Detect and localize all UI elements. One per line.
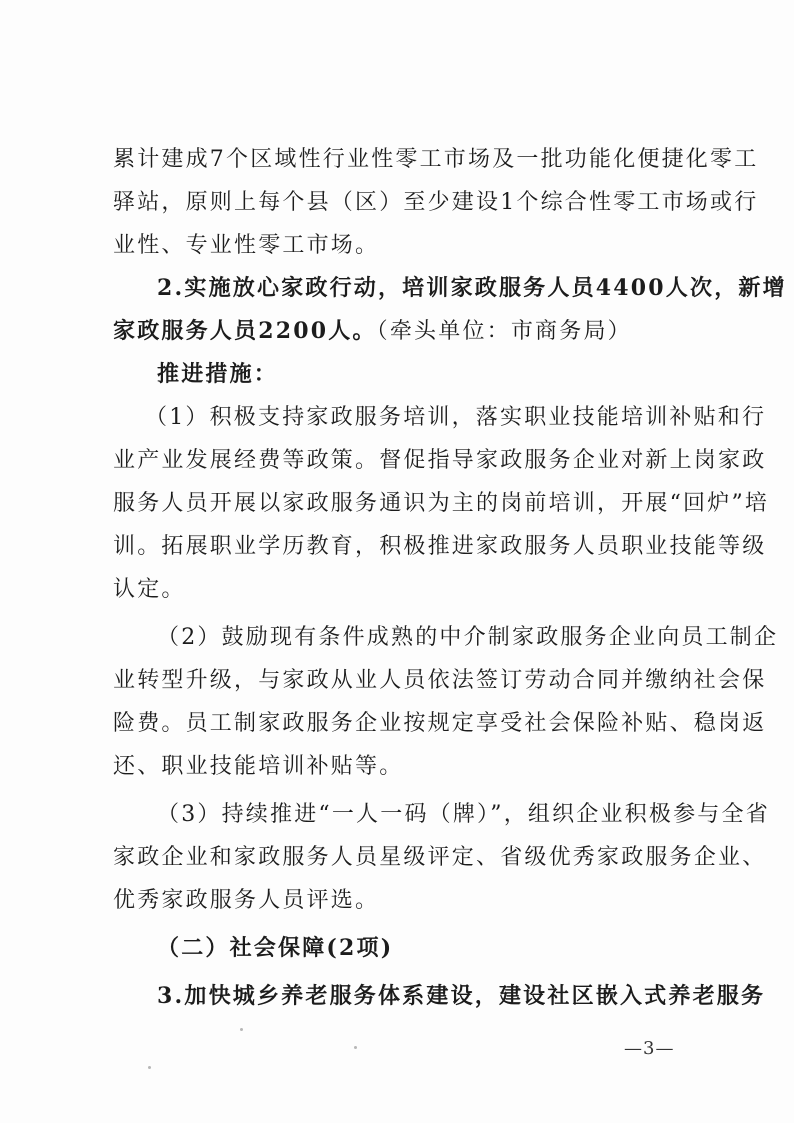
- paragraph-line: 还、职业技能培训补贴等。: [113, 754, 404, 779]
- paragraph-line: 驿站，原则上每个县（区）至少建设1个综合性零工市场或行: [113, 190, 759, 215]
- paragraph-line: 业产业发展经费等政策。督促指导家政服务企业对新上岗家政: [113, 448, 767, 473]
- paragraph-line: （2）鼓励现有条件成熟的中介制家政服务企业向员工制企: [157, 625, 779, 650]
- section-2-heading: （二）社会保障(2项): [157, 935, 394, 961]
- scan-speck: [354, 1046, 357, 1049]
- item-2-title: 2.实施放心家政行动，培训家政服务人员4400人次，新增: [157, 275, 787, 301]
- measures-heading: 推进措施：: [157, 361, 279, 387]
- scan-speck: [240, 1028, 243, 1031]
- paragraph-line: 业转型升级，与家政从业人员依法签订劳动合同并缴纳社会保: [113, 668, 767, 693]
- paragraph-line: 家政企业和家政服务人员星级评定、省级优秀家政服务企业、: [113, 845, 767, 870]
- page-number: —3—: [624, 1038, 675, 1059]
- paragraph-line: 业性、专业性零工市场。: [113, 233, 380, 258]
- paragraph-line: 累计建成7个区域性行业性零工市场及一批功能化便捷化零工: [113, 147, 759, 172]
- item-2-heading-line: [113, 310, 695, 353]
- item-3-heading: 3.加快城乡养老服务体系建设，建设社区嵌入式养老服务: [157, 983, 766, 1009]
- paragraph-line: 训。拓展职业学历教育，积极推进家政服务人员职业技能等级: [113, 534, 767, 559]
- paragraph-line: 险费。员工制家政服务企业按规定享受社会保险补贴、稳岗返: [113, 711, 767, 736]
- document-body: [113, 138, 787, 1018]
- paragraph-line: （3）持续推进“一人一码（牌）”，组织企业积极参与全省: [157, 802, 770, 827]
- paragraph-line: 认定。: [113, 577, 186, 602]
- scan-speck: [148, 1066, 151, 1069]
- paragraph-line: （1）积极支持家政服务培训，落实职业技能培训补贴和行: [145, 405, 767, 430]
- lead-unit: （牵头单位：市商务局）: [376, 319, 632, 344]
- paragraph-line: 优秀家政服务人员评选。: [113, 888, 380, 913]
- paragraph-line: 服务人员开展以家政服务通识为主的岗前培训，开展“回炉”培: [113, 491, 770, 516]
- item-2-heading-line: [113, 267, 787, 310]
- item-2-title: 家政服务人员2200人。: [113, 318, 377, 344]
